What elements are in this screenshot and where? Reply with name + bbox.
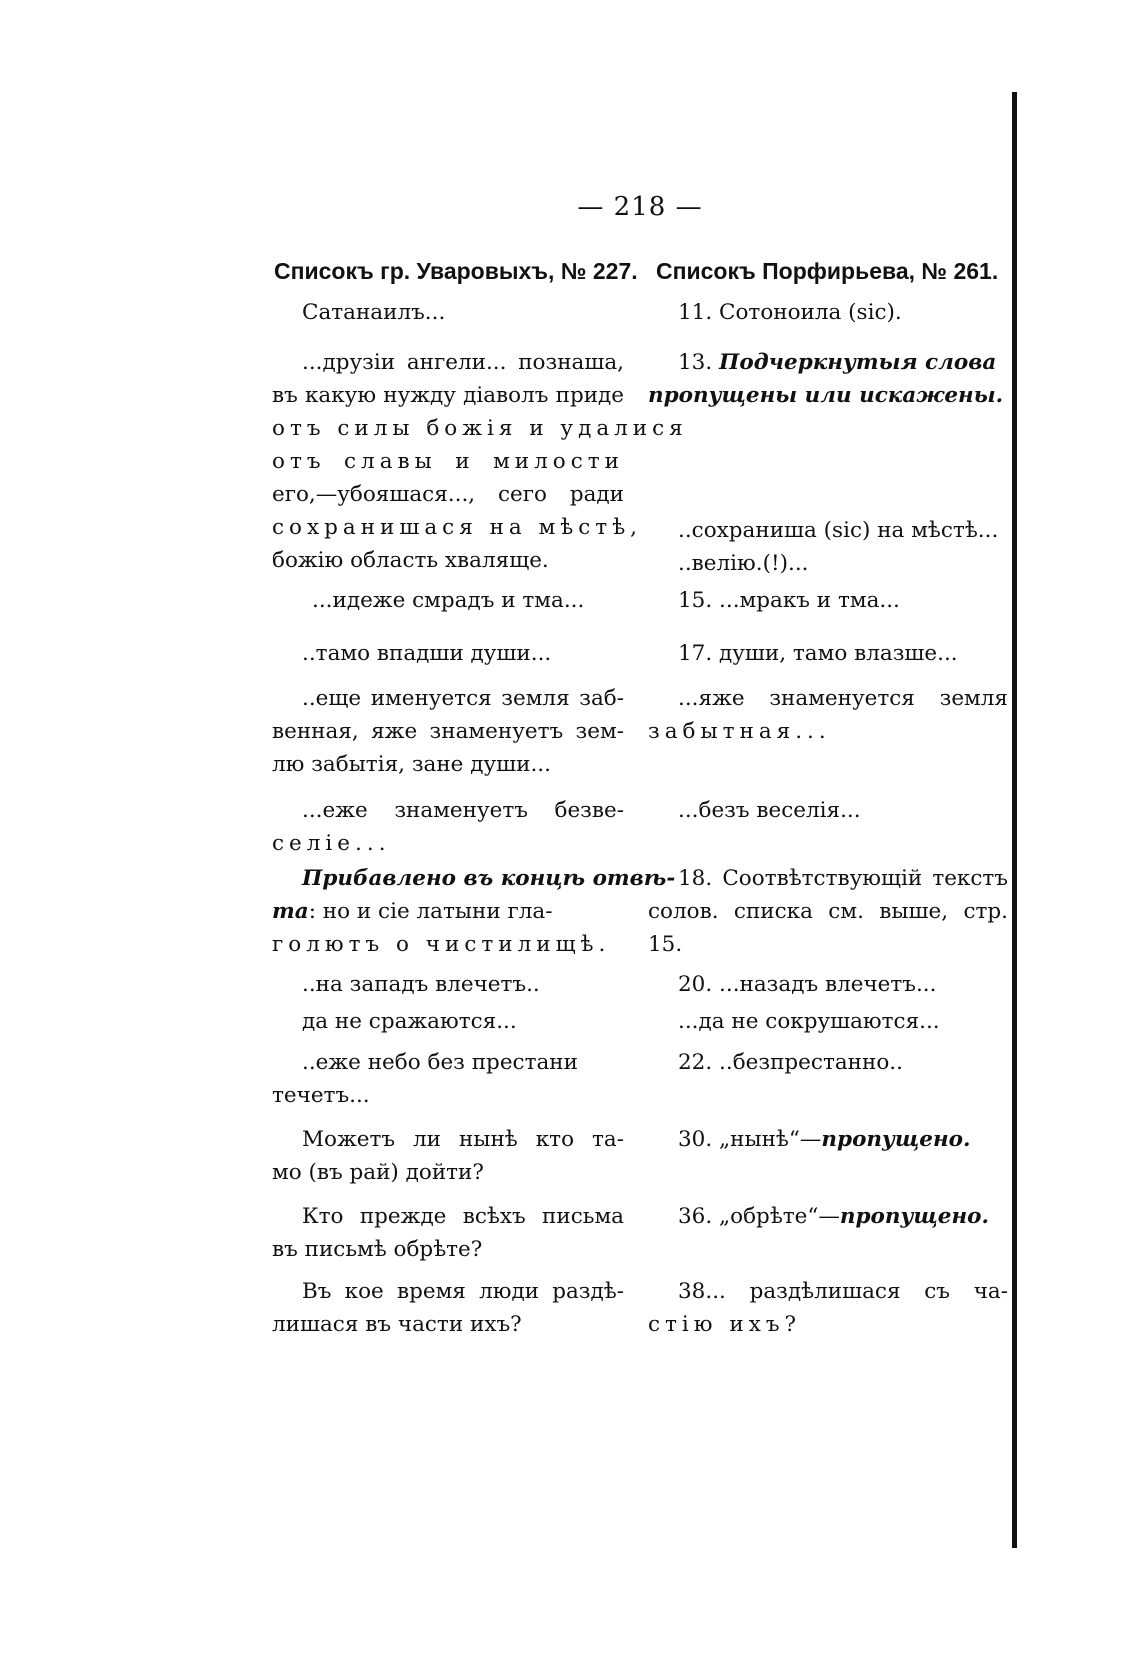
text-line: 13. <box>678 350 713 375</box>
text-line: отъ славы и милости <box>272 449 624 474</box>
text-line: его,—убояшася..., сего ради <box>272 482 624 507</box>
left-entry-9 <box>272 1005 624 1038</box>
text-line: лю забытія, зане души... <box>272 752 551 777</box>
right-entry-6 <box>648 794 1008 827</box>
text-line: божію область хваляще. <box>272 548 549 573</box>
text-line: ...идеже смрадъ и тма... <box>312 588 585 613</box>
left-entry-8 <box>272 968 624 1001</box>
text-line: ...безъ веселія... <box>678 798 861 823</box>
text-line: стію ихъ? <box>648 1312 802 1337</box>
italic-note: Подчеркнутыя слова <box>719 350 997 375</box>
left-entry-6 <box>272 794 624 860</box>
text-line: 30. „нынѣ“— <box>678 1127 822 1152</box>
left-entry-13 <box>272 1275 624 1341</box>
right-entry-5 <box>648 682 1008 748</box>
text-line: солов. списка см. выше, стр. <box>648 899 1008 924</box>
italic-note: Прибавлено въ концѣ отвѣ- <box>302 866 676 891</box>
text-line: лишася въ части ихъ? <box>272 1312 522 1337</box>
italic-note: пропущено. <box>839 1204 989 1229</box>
text-line: голютъ о чистилищѣ. <box>272 932 611 957</box>
text-line: 15. ...мракъ и тма... <box>678 588 900 613</box>
page-edge-rule <box>1012 92 1017 1548</box>
text-line: 17. души, тамо влазше... <box>678 641 958 666</box>
text-line: 38... раздѣлишася съ ча- <box>678 1279 1008 1304</box>
right-entry-1 <box>648 296 1008 329</box>
text-line: селіе... <box>272 831 391 856</box>
text-line: 18. Соотвѣтствующій текстъ <box>678 866 1008 891</box>
right-entry-12 <box>648 1200 1008 1233</box>
text-line: ...еже знаменуетъ безве- <box>302 798 624 823</box>
right-column-header: Списокъ Порфирьева, № 261. <box>656 258 999 284</box>
left-entry-1 <box>272 296 624 329</box>
italic-note: пропущены или искажены. <box>648 383 1004 408</box>
text-line: Въ кое время люди раздѣ- <box>302 1279 624 1304</box>
right-entry-3 <box>648 584 1008 617</box>
right-entry-10 <box>648 1046 1008 1079</box>
italic-note: пропущено. <box>821 1127 971 1152</box>
right-entry-13 <box>648 1275 1008 1341</box>
text-line: забытная... <box>648 719 831 744</box>
left-entry-12 <box>272 1200 624 1266</box>
text-line: венная, яже знаменуетъ зем- <box>272 719 624 744</box>
text-line: сохранишася на мѣстѣ, <box>272 515 643 540</box>
text-line: ...да не сокрушаются... <box>678 1009 940 1034</box>
text-line: Кто прежде всѣхъ письма <box>302 1204 624 1229</box>
right-entry-2 <box>648 346 1008 412</box>
text-line: отъ силы божія и удалися <box>272 416 688 441</box>
left-entry-2 <box>272 346 688 577</box>
left-entry-11 <box>272 1123 624 1189</box>
text-line: въ письмѣ обрѣте? <box>272 1237 483 1262</box>
left-entry-5 <box>272 682 624 781</box>
text-line: ..тамо впадши души... <box>302 641 552 666</box>
text-line: ..велію.(!)... <box>678 551 809 576</box>
left-column-header: Списокъ гр. Уваровыхъ, № 227. <box>274 258 638 284</box>
text-line: 15. <box>648 932 683 957</box>
italic-note: та <box>272 899 309 924</box>
right-entry-9 <box>648 1005 1008 1038</box>
text-line: ..еще именуется земля заб- <box>302 686 624 711</box>
text-line: ..еже небо без престани <box>302 1050 578 1075</box>
text-line: Можетъ ли нынѣ кто та- <box>302 1127 624 1152</box>
text-line: 20. ...назадъ влечетъ... <box>678 972 937 997</box>
text-line: 11. Сотоноила (sic). <box>678 300 902 325</box>
text-line: да не сражаются... <box>302 1009 517 1034</box>
right-entry-11 <box>648 1123 1008 1156</box>
text-line: 22. ..безпрестанно.. <box>678 1050 903 1075</box>
text-line: мо (въ рай) дойти? <box>272 1160 484 1185</box>
text-line: течетъ... <box>272 1083 370 1108</box>
text-line: ..на западъ влечетъ.. <box>302 972 540 997</box>
left-entry-4 <box>272 637 624 670</box>
left-entry-3 <box>272 584 624 617</box>
text-line: въ какую нужду діаволъ приде <box>272 383 624 408</box>
text-line: ...друзіи ангели... познаша, <box>302 350 624 375</box>
text-line: 36. „обрѣте“— <box>678 1204 840 1229</box>
text-line: : но и сіе латыни гла- <box>308 899 553 924</box>
right-entry-8 <box>648 968 1008 1001</box>
text-line: Сатанаилъ... <box>302 300 446 325</box>
page-number: — 218 — <box>577 192 703 222</box>
text-line: ..сохраниша (sic) на мѣстѣ... <box>678 518 999 543</box>
text-line: ...яже знаменуется земля <box>678 686 1008 711</box>
right-entry-4 <box>648 637 1008 670</box>
right-entry-2b <box>648 514 1008 580</box>
left-entry-10 <box>272 1046 624 1112</box>
right-entry-7 <box>648 862 1008 961</box>
